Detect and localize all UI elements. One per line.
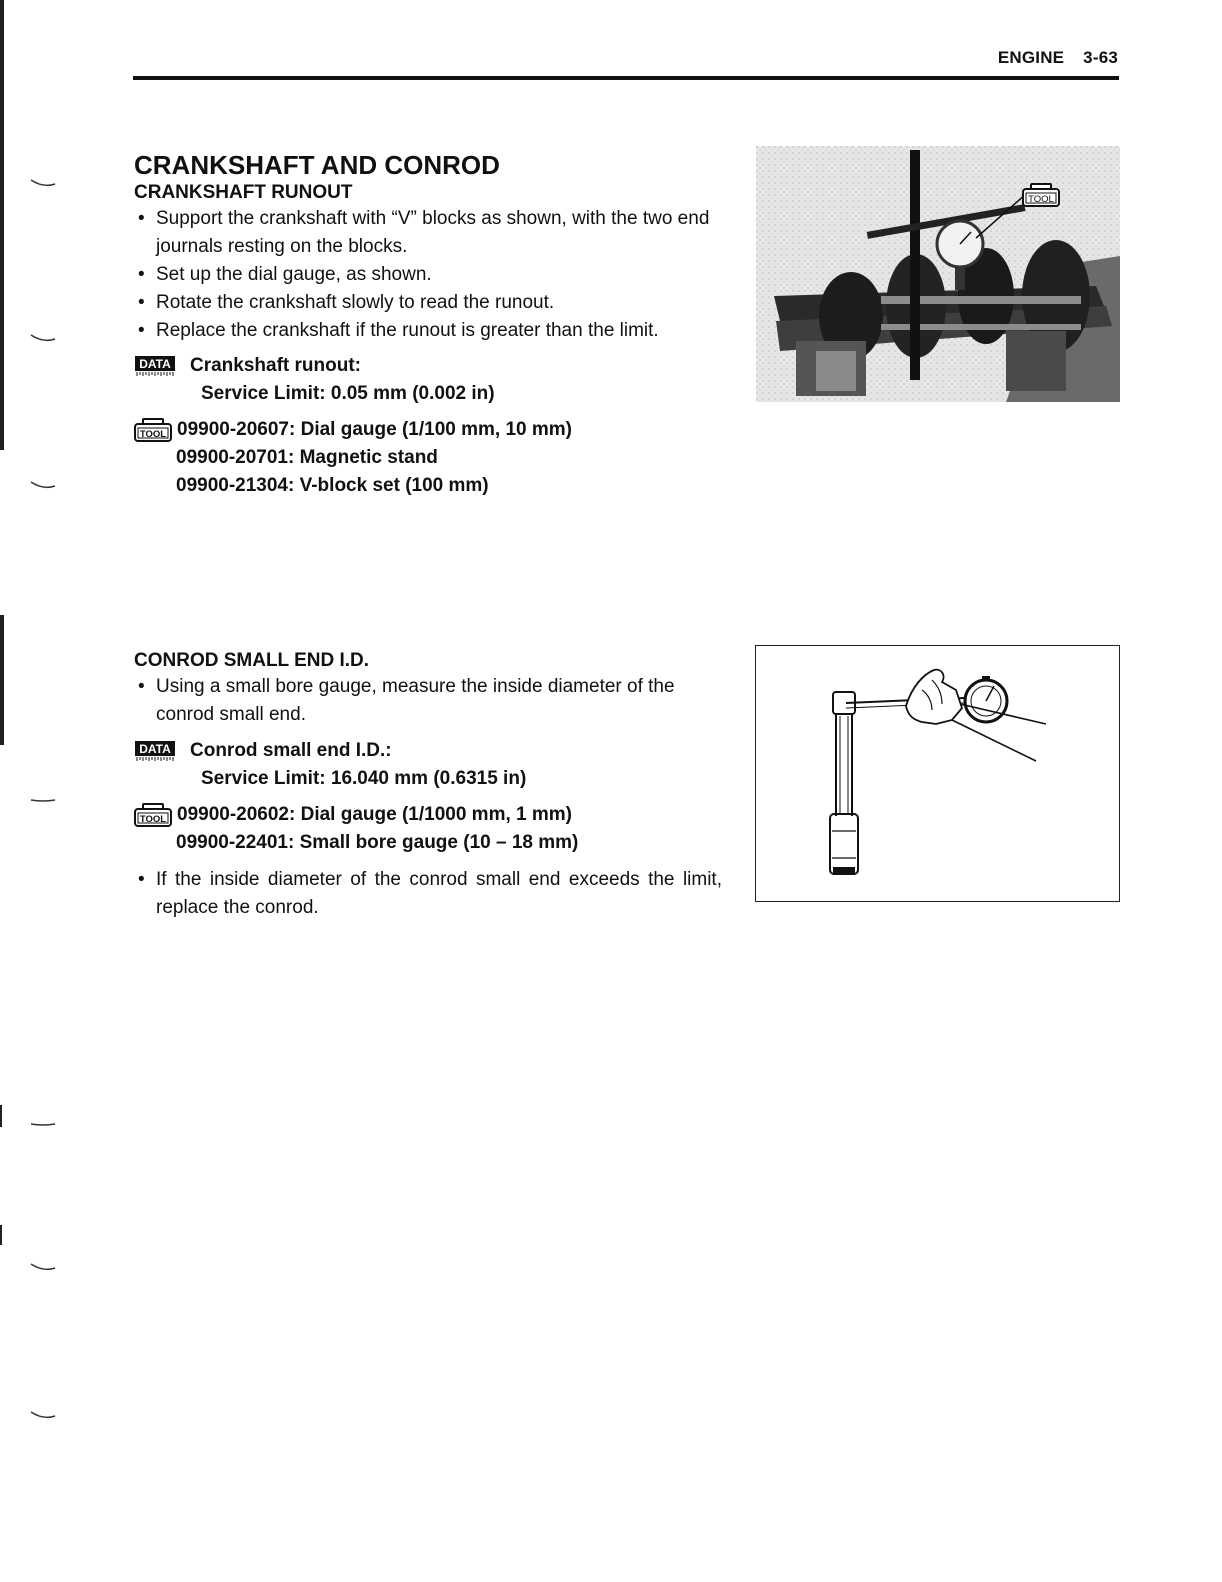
- runout-spec-value: Service Limit: 0.05 mm (0.002 in): [201, 383, 495, 404]
- data-icon: [134, 355, 176, 377]
- data-icon-text: DATA: [139, 742, 171, 756]
- runout-step: • Support the crankshaft with “V” blocks as shown, with the two end journals resting on the blocks.: [134, 205, 726, 261]
- tool-line: 09900-20602: Dial gauge (1/1000 mm, 1 mm): [177, 804, 572, 825]
- tool-line: 09900-22401: Small bore gauge (10 – 18 mm): [176, 832, 579, 853]
- runout-spec-label: Crankshaft runout:: [190, 355, 361, 376]
- punch-hole-mark: [30, 333, 56, 343]
- scan-edge-line-top: [0, 0, 4, 450]
- runout-step: • Replace the crankshaft if the runout is greater than the limit.: [134, 317, 726, 345]
- tool-line: 09900-21304: V-block set (100 mm): [176, 475, 489, 496]
- runout-spec: [134, 352, 495, 408]
- small-end-steps: [134, 673, 726, 729]
- small-end-spec-label: Conrod small end I.D.:: [190, 740, 392, 761]
- v-block: [1006, 331, 1066, 391]
- tool-icon: [134, 803, 172, 827]
- arm: [952, 704, 1046, 761]
- tool-icon-text: TOOL: [139, 429, 167, 440]
- tool-line: 09900-20607: Dial gauge (1/100 mm, 10 mm): [177, 419, 572, 440]
- runout-tools: [134, 416, 572, 500]
- conrod-bore-gauge-figure: [755, 645, 1120, 902]
- scan-edge-line-lower: [0, 1105, 2, 1127]
- photo-tool-icon-text: TOOL: [1028, 194, 1054, 205]
- chapter-title: ENGINE: [997, 48, 1065, 67]
- small-end-tools: [134, 801, 578, 857]
- punch-hole-mark: [30, 1262, 56, 1272]
- crankshaft-runout-photo: [756, 146, 1120, 402]
- scan-edge-line-lower2: [0, 1225, 2, 1245]
- hand: [906, 670, 962, 724]
- page-number: 3-63: [1083, 48, 1118, 67]
- small-end-spec: [134, 737, 526, 793]
- header-rule: [133, 76, 1119, 80]
- runout-title: CRANKSHAFT RUNOUT: [134, 182, 353, 203]
- punch-hole-mark: [30, 1410, 56, 1420]
- magnetic-stand-post: [910, 150, 920, 380]
- section-title: CRANKSHAFT AND CONROD: [134, 150, 500, 180]
- data-icon: [134, 740, 176, 762]
- runout-step: • Rotate the crankshaft slowly to read the runout.: [134, 289, 726, 317]
- v-block: [816, 351, 856, 391]
- punch-hole-mark: [30, 796, 56, 806]
- page-header: [998, 48, 1118, 68]
- runout-step: • Set up the dial gauge, as shown.: [134, 261, 726, 289]
- tool-icon: [134, 418, 172, 442]
- small-end-title: CONROD SMALL END I.D.: [134, 650, 370, 671]
- conrod: [830, 692, 858, 874]
- small-end-step: • Using a small bore gauge, measure the inside diameter of the conrod small end.: [134, 673, 726, 729]
- small-end-spec-value: Service Limit: 16.040 mm (0.6315 in): [201, 768, 527, 789]
- punch-hole-mark: [30, 1120, 56, 1130]
- punch-hole-mark: [30, 178, 56, 188]
- punch-hole-mark: [30, 480, 56, 490]
- scan-edge-line-middle: [0, 615, 4, 745]
- data-icon-text: DATA: [139, 357, 171, 371]
- small-end-final-steps: [134, 866, 722, 922]
- small-end-final-step: • If the inside diameter of the conrod small end exceeds the limit, replace the conrod.: [134, 866, 722, 922]
- tool-icon-text: TOOL: [139, 814, 167, 825]
- conrod-bore-gauge-drawing: [756, 646, 1119, 901]
- tool-line: 09900-20701: Magnetic stand: [176, 447, 438, 468]
- runout-steps: [134, 205, 726, 345]
